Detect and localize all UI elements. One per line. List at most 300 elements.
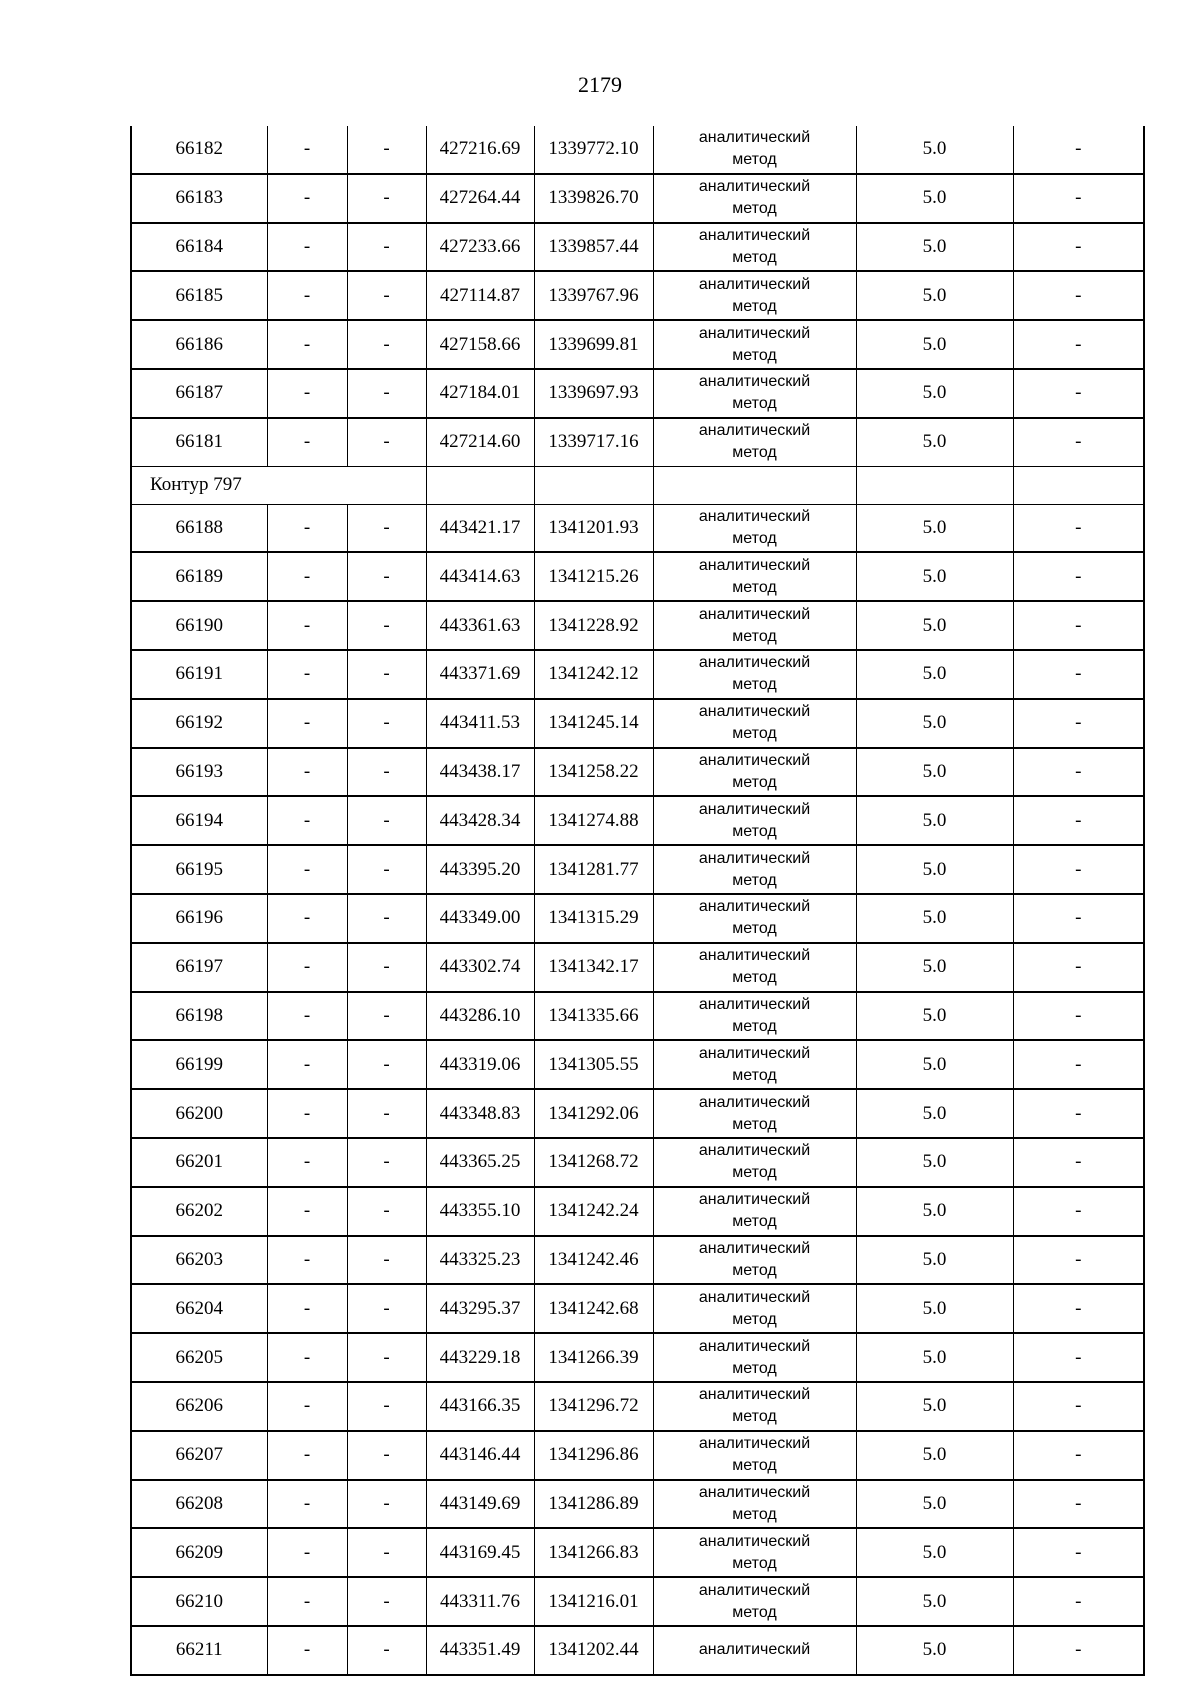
y-coordinate-cell: 1341201.93 (534, 504, 653, 552)
y-coordinate-cell: 1341286.89 (534, 1480, 653, 1529)
x-coordinate-cell: 443428.34 (426, 796, 534, 845)
dash-cell: - (267, 845, 347, 894)
method-line-2: метод (732, 529, 777, 547)
dash-cell: - (267, 1480, 347, 1529)
precision-cell: 5.0 (856, 1626, 1013, 1675)
method-cell (653, 552, 856, 601)
method-line-2: метод (732, 1261, 777, 1279)
point-id-cell: 66195 (131, 845, 267, 894)
method-line-1: аналитический (698, 605, 811, 623)
method-line-1: аналитический (698, 1142, 811, 1160)
method-line-2: метод (732, 1505, 777, 1523)
dash-cell: - (347, 1528, 426, 1577)
method-cell (653, 796, 856, 845)
method-line-1: аналитический (698, 556, 811, 574)
y-coordinate-cell: 1341242.24 (534, 1187, 653, 1236)
x-coordinate-cell: 443414.63 (426, 552, 534, 601)
method-line-2: метод (732, 1554, 777, 1572)
precision-cell: 5.0 (856, 1528, 1013, 1577)
method-cell (653, 1528, 856, 1577)
y-coordinate-cell: 1341258.22 (534, 748, 653, 797)
method-line-2: метод (732, 969, 777, 987)
method-cell (653, 223, 856, 272)
method-cell (653, 504, 856, 552)
dash-cell: - (347, 418, 426, 466)
point-id-cell: 66203 (131, 1236, 267, 1285)
dash-cell: - (267, 943, 347, 992)
table-row (131, 845, 1144, 894)
y-coordinate-cell: 1341216.01 (534, 1577, 653, 1626)
x-coordinate-cell: 427158.66 (426, 320, 534, 369)
precision-cell: 5.0 (856, 271, 1013, 320)
point-id-cell: 66186 (131, 320, 267, 369)
dash-cell: - (1013, 504, 1144, 552)
x-coordinate-cell: 443149.69 (426, 1480, 534, 1529)
dash-cell: - (267, 1577, 347, 1626)
dash-cell: - (267, 992, 347, 1041)
method-cell (653, 320, 856, 369)
point-id-cell: 66194 (131, 796, 267, 845)
x-coordinate-cell: 443355.10 (426, 1187, 534, 1236)
dash-cell: - (1013, 1284, 1144, 1333)
x-coordinate-cell: 427184.01 (426, 369, 534, 418)
method-line-2: метод (732, 1213, 777, 1231)
dash-cell: - (267, 223, 347, 272)
dash-cell: - (347, 504, 426, 552)
y-coordinate-cell: 1341266.83 (534, 1528, 653, 1577)
dash-cell: - (347, 650, 426, 699)
method-cell (653, 174, 856, 223)
precision-cell: 5.0 (856, 1089, 1013, 1138)
method-cell (653, 1577, 856, 1626)
empty-cell (534, 466, 653, 504)
table-row (131, 601, 1144, 650)
dash-cell: - (1013, 1577, 1144, 1626)
x-coordinate-cell: 443349.00 (426, 894, 534, 943)
point-id-cell: 66184 (131, 223, 267, 272)
method-line-2: метод (732, 1408, 777, 1426)
table-row (131, 126, 1144, 174)
dash-cell: - (347, 1626, 426, 1675)
dash-cell: - (267, 369, 347, 418)
y-coordinate-cell: 1341335.66 (534, 992, 653, 1041)
method-cell (653, 1626, 856, 1675)
dash-cell: - (1013, 992, 1144, 1041)
table-row (131, 1626, 1144, 1675)
dash-cell: - (347, 1138, 426, 1187)
table-row (131, 1089, 1144, 1138)
method-line-1: аналитический (698, 1581, 811, 1599)
y-coordinate-cell: 1341268.72 (534, 1138, 653, 1187)
dash-cell: - (347, 174, 426, 223)
method-line-1: аналитический (698, 1093, 811, 1111)
dash-cell: - (267, 1382, 347, 1431)
method-line-2: метод (732, 1310, 777, 1328)
y-coordinate-cell: 1341202.44 (534, 1626, 653, 1675)
point-id-cell: 66209 (131, 1528, 267, 1577)
dash-cell: - (267, 1284, 347, 1333)
x-coordinate-cell: 443286.10 (426, 992, 534, 1041)
table-body-before (131, 126, 1144, 466)
contour-section (131, 466, 1144, 504)
dash-cell: - (267, 699, 347, 748)
dash-cell: - (267, 1187, 347, 1236)
precision-cell: 5.0 (856, 894, 1013, 943)
method-cell (653, 894, 856, 943)
y-coordinate-cell: 1341228.92 (534, 601, 653, 650)
dash-cell: - (347, 1431, 426, 1480)
dash-cell: - (267, 650, 347, 699)
method-line-1: аналитический (698, 995, 811, 1013)
table-row (131, 552, 1144, 601)
dash-cell: - (1013, 943, 1144, 992)
x-coordinate-cell: 427216.69 (426, 126, 534, 174)
table-row (131, 650, 1144, 699)
dash-cell: - (1013, 845, 1144, 894)
x-coordinate-cell: 443361.63 (426, 601, 534, 650)
precision-cell: 5.0 (856, 650, 1013, 699)
precision-cell: 5.0 (856, 1284, 1013, 1333)
method-line-1: аналитический (698, 1288, 811, 1306)
point-id-cell: 66211 (131, 1626, 267, 1675)
method-line-1: аналитический (698, 1044, 811, 1062)
dash-cell: - (1013, 1187, 1144, 1236)
method-line-2: метод (732, 248, 777, 266)
precision-cell: 5.0 (856, 418, 1013, 466)
table-row (131, 1480, 1144, 1529)
point-id-cell: 66196 (131, 894, 267, 943)
x-coordinate-cell: 443438.17 (426, 748, 534, 797)
x-coordinate-cell: 443302.74 (426, 943, 534, 992)
method-cell (653, 601, 856, 650)
precision-cell: 5.0 (856, 601, 1013, 650)
dash-cell: - (347, 1382, 426, 1431)
empty-cell (856, 466, 1013, 504)
method-cell (653, 1187, 856, 1236)
y-coordinate-cell: 1341242.12 (534, 650, 653, 699)
dash-cell: - (1013, 1626, 1144, 1675)
dash-cell: - (267, 552, 347, 601)
point-id-cell: 66193 (131, 748, 267, 797)
table-row (131, 1431, 1144, 1480)
y-coordinate-cell: 1339697.93 (534, 369, 653, 418)
method-cell (653, 418, 856, 466)
precision-cell: 5.0 (856, 1382, 1013, 1431)
method-cell (653, 845, 856, 894)
dash-cell: - (1013, 1480, 1144, 1529)
point-id-cell: 66197 (131, 943, 267, 992)
method-line-2: метод (732, 578, 777, 596)
precision-cell: 5.0 (856, 796, 1013, 845)
method-line-1: аналитический (698, 898, 811, 916)
dash-cell: - (267, 1089, 347, 1138)
method-cell (653, 1138, 856, 1187)
precision-cell: 5.0 (856, 943, 1013, 992)
dash-cell: - (1013, 1431, 1144, 1480)
method-line-1: аналитический (698, 226, 811, 244)
dash-cell: - (347, 992, 426, 1041)
table-row (131, 796, 1144, 845)
point-id-cell: 66207 (131, 1431, 267, 1480)
table-row (131, 1284, 1144, 1333)
x-coordinate-cell: 443325.23 (426, 1236, 534, 1285)
table-row (131, 271, 1144, 320)
table-row (131, 992, 1144, 1041)
x-coordinate-cell: 443166.35 (426, 1382, 534, 1431)
table-row (131, 1382, 1144, 1431)
dash-cell: - (347, 1187, 426, 1236)
dash-cell: - (267, 271, 347, 320)
method-cell (653, 650, 856, 699)
table-row (131, 320, 1144, 369)
coordinates-table (130, 126, 1145, 1676)
x-coordinate-cell: 443365.25 (426, 1138, 534, 1187)
empty-cell (653, 466, 856, 504)
dash-cell: - (347, 894, 426, 943)
dash-cell: - (1013, 650, 1144, 699)
point-id-cell: 66199 (131, 1040, 267, 1089)
dash-cell: - (1013, 223, 1144, 272)
method-line-2: метод (732, 822, 777, 840)
table-row (131, 1187, 1144, 1236)
method-cell (653, 748, 856, 797)
dash-cell: - (267, 748, 347, 797)
dash-cell: - (267, 894, 347, 943)
method-cell (653, 1284, 856, 1333)
method-line-1: аналитический (698, 1191, 811, 1209)
precision-cell: 5.0 (856, 1040, 1013, 1089)
method-line-1: аналитический (698, 1483, 811, 1501)
dash-cell: - (267, 1528, 347, 1577)
dash-cell: - (267, 1431, 347, 1480)
contour-label: Контур 797 (131, 466, 426, 504)
dash-cell: - (267, 126, 347, 174)
dash-cell: - (347, 271, 426, 320)
dash-cell: - (347, 943, 426, 992)
y-coordinate-cell: 1339767.96 (534, 271, 653, 320)
precision-cell: 5.0 (856, 223, 1013, 272)
point-id-cell: 66192 (131, 699, 267, 748)
table-row (131, 1236, 1144, 1285)
precision-cell: 5.0 (856, 126, 1013, 174)
y-coordinate-cell: 1341281.77 (534, 845, 653, 894)
dash-cell: - (1013, 748, 1144, 797)
precision-cell: 5.0 (856, 748, 1013, 797)
point-id-cell: 66198 (131, 992, 267, 1041)
precision-cell: 5.0 (856, 504, 1013, 552)
method-line-2: метод (732, 627, 777, 645)
y-coordinate-cell: 1341305.55 (534, 1040, 653, 1089)
x-coordinate-cell: 443319.06 (426, 1040, 534, 1089)
table-row (131, 699, 1144, 748)
precision-cell: 5.0 (856, 845, 1013, 894)
method-line-1: аналитический (698, 324, 811, 342)
method-cell (653, 271, 856, 320)
point-id-cell: 66208 (131, 1480, 267, 1529)
dash-cell: - (347, 845, 426, 894)
method-line-2: метод (732, 773, 777, 791)
precision-cell: 5.0 (856, 369, 1013, 418)
method-line-1: аналитический (698, 654, 811, 672)
point-id-cell: 66204 (131, 1284, 267, 1333)
dash-cell: - (347, 126, 426, 174)
y-coordinate-cell: 1341242.46 (534, 1236, 653, 1285)
method-line-2: метод (732, 151, 777, 169)
method-line-2: метод (732, 1164, 777, 1182)
method-cell (653, 1089, 856, 1138)
precision-cell: 5.0 (856, 1480, 1013, 1529)
dash-cell: - (267, 1626, 347, 1675)
method-cell (653, 1040, 856, 1089)
method-cell (653, 1382, 856, 1431)
point-id-cell: 66210 (131, 1577, 267, 1626)
x-coordinate-cell: 443229.18 (426, 1333, 534, 1382)
dash-cell: - (347, 369, 426, 418)
dash-cell: - (347, 1236, 426, 1285)
table-row (131, 223, 1144, 272)
y-coordinate-cell: 1341274.88 (534, 796, 653, 845)
method-cell (653, 1333, 856, 1382)
y-coordinate-cell: 1339699.81 (534, 320, 653, 369)
dash-cell: - (1013, 1333, 1144, 1382)
method-line-1: аналитический (698, 800, 811, 818)
method-line-2: метод (732, 444, 777, 462)
method-cell (653, 126, 856, 174)
point-id-cell: 66182 (131, 126, 267, 174)
method-line-2: метод (732, 395, 777, 413)
x-coordinate-cell: 443371.69 (426, 650, 534, 699)
x-coordinate-cell: 427233.66 (426, 223, 534, 272)
method-line-1: аналитический (698, 507, 811, 525)
table-row (131, 1333, 1144, 1382)
point-id-cell: 66183 (131, 174, 267, 223)
point-id-cell: 66188 (131, 504, 267, 552)
method-line-2: метод (732, 1603, 777, 1621)
y-coordinate-cell: 1341315.29 (534, 894, 653, 943)
dash-cell: - (1013, 894, 1144, 943)
table-row (131, 174, 1144, 223)
method-line-1: аналитический (698, 373, 811, 391)
precision-cell: 5.0 (856, 552, 1013, 601)
dash-cell: - (347, 1089, 426, 1138)
point-id-cell: 66181 (131, 418, 267, 466)
dash-cell: - (347, 1333, 426, 1382)
method-line-2: метод (732, 1457, 777, 1475)
dash-cell: - (1013, 369, 1144, 418)
dash-cell: - (267, 174, 347, 223)
dash-cell: - (267, 601, 347, 650)
x-coordinate-cell: 443295.37 (426, 1284, 534, 1333)
x-coordinate-cell: 443421.17 (426, 504, 534, 552)
point-id-cell: 66200 (131, 1089, 267, 1138)
dash-cell: - (1013, 552, 1144, 601)
dash-cell: - (347, 320, 426, 369)
page-number: 2179 (578, 72, 622, 97)
table-row (131, 1528, 1144, 1577)
x-coordinate-cell: 427264.44 (426, 174, 534, 223)
point-id-cell: 66191 (131, 650, 267, 699)
dash-cell: - (267, 418, 347, 466)
method-line-2: метод (732, 1115, 777, 1133)
dash-cell: - (347, 796, 426, 845)
precision-cell: 5.0 (856, 1236, 1013, 1285)
dash-cell: - (347, 601, 426, 650)
method-line-1: аналитический (698, 849, 811, 867)
y-coordinate-cell: 1341242.68 (534, 1284, 653, 1333)
dash-cell: - (1013, 174, 1144, 223)
x-coordinate-cell: 443351.49 (426, 1626, 534, 1675)
dash-cell: - (267, 796, 347, 845)
method-line-2: метод (732, 676, 777, 694)
method-cell (653, 1480, 856, 1529)
method-line-1: аналитический (698, 1435, 811, 1453)
dash-cell: - (267, 1236, 347, 1285)
point-id-cell: 66202 (131, 1187, 267, 1236)
dash-cell: - (267, 1333, 347, 1382)
dash-cell: - (347, 748, 426, 797)
method-line-2: метод (732, 1066, 777, 1084)
dash-cell: - (267, 504, 347, 552)
dash-cell: - (347, 1040, 426, 1089)
method-line-1: аналитический (698, 1386, 811, 1404)
table-row (131, 748, 1144, 797)
x-coordinate-cell: 427114.87 (426, 271, 534, 320)
method-line-1: аналитический (698, 422, 811, 440)
dash-cell: - (347, 1284, 426, 1333)
contour-header-row (131, 466, 1144, 504)
dash-cell: - (267, 1040, 347, 1089)
precision-cell: 5.0 (856, 174, 1013, 223)
empty-cell (1013, 466, 1144, 504)
y-coordinate-cell: 1339826.70 (534, 174, 653, 223)
dash-cell: - (1013, 1138, 1144, 1187)
dash-cell: - (1013, 601, 1144, 650)
dash-cell: - (1013, 1040, 1144, 1089)
table-row (131, 418, 1144, 466)
y-coordinate-cell: 1341266.39 (534, 1333, 653, 1382)
y-coordinate-cell: 1341245.14 (534, 699, 653, 748)
dash-cell: - (347, 223, 426, 272)
point-id-cell: 66206 (131, 1382, 267, 1431)
dash-cell: - (347, 699, 426, 748)
method-line-1: аналитический (698, 275, 811, 293)
precision-cell: 5.0 (856, 1138, 1013, 1187)
dash-cell: - (267, 1138, 347, 1187)
method-line-1: аналитический (698, 1239, 811, 1257)
table-row (131, 504, 1144, 552)
method-line-1: аналитический (698, 1641, 811, 1659)
table-row (131, 1138, 1144, 1187)
method-line-1: аналитический (698, 947, 811, 965)
y-coordinate-cell: 1339772.10 (534, 126, 653, 174)
y-coordinate-cell: 1339717.16 (534, 418, 653, 466)
table-row (131, 1577, 1144, 1626)
dash-cell: - (347, 1480, 426, 1529)
empty-cell (426, 466, 534, 504)
precision-cell: 5.0 (856, 699, 1013, 748)
x-coordinate-cell: 443311.76 (426, 1577, 534, 1626)
method-cell (653, 1431, 856, 1480)
dash-cell: - (347, 1577, 426, 1626)
method-line-1: аналитический (698, 751, 811, 769)
table-row (131, 894, 1144, 943)
table-row (131, 369, 1144, 418)
dash-cell: - (267, 320, 347, 369)
precision-cell: 5.0 (856, 1577, 1013, 1626)
x-coordinate-cell: 443169.45 (426, 1528, 534, 1577)
table-body-after (131, 504, 1144, 1675)
point-id-cell: 66201 (131, 1138, 267, 1187)
